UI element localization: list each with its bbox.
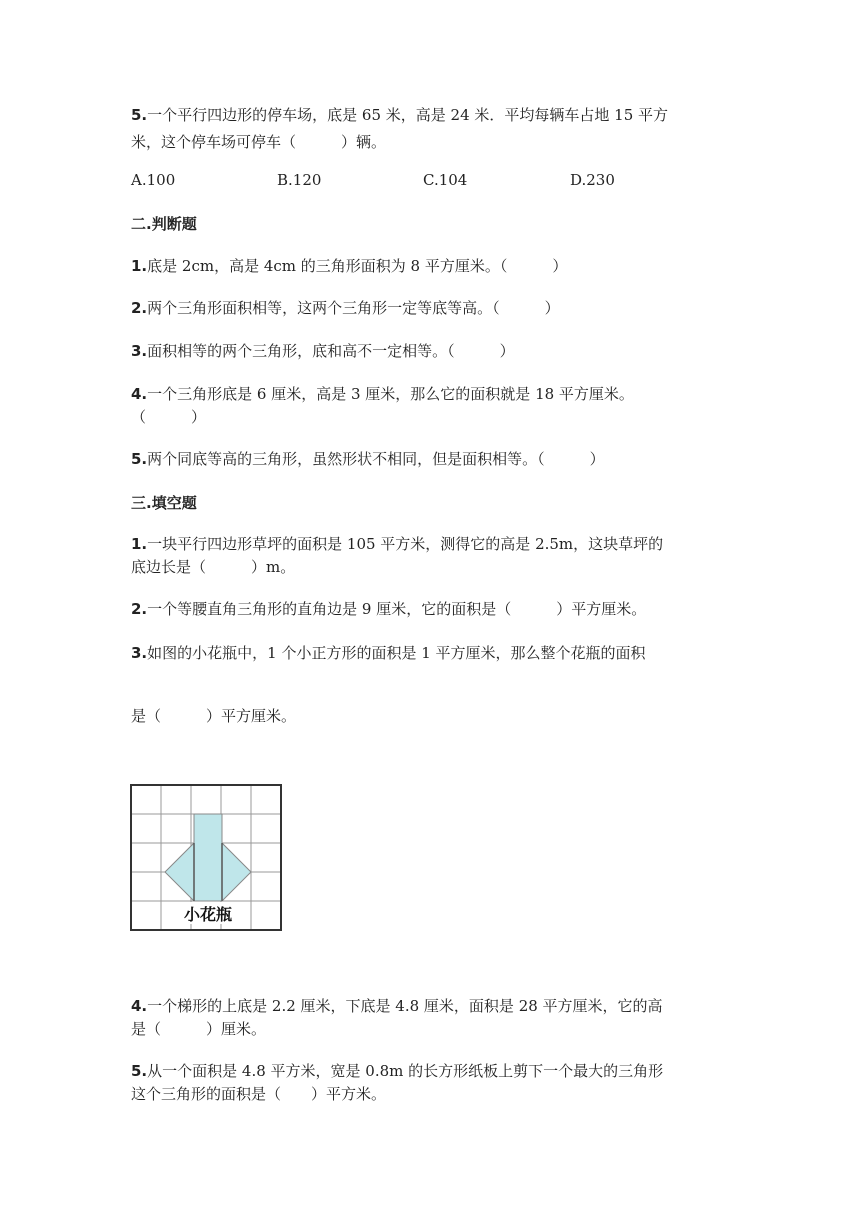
- item-text: 一个等腰直角三角形的直角边是 9 厘米，它的面积是（ ）平方厘米。: [147, 600, 647, 618]
- item-number: 4.: [131, 385, 148, 403]
- choice-question-5: [131, 104, 668, 126]
- item-text: 两个同底等高的三角形，虽然形状不相同，但是面积相等。（ ）: [147, 450, 605, 468]
- fill-item-2: [131, 598, 646, 620]
- section-title-fill-in: 三.填空题: [131, 494, 197, 512]
- fill-item-3: [131, 642, 646, 664]
- fill-item-4-line2: 是（ ）厘米。: [131, 1020, 267, 1038]
- item-text: 一块平行四边形草坪的面积是 105 平方米，测得它的高是 2.5m，这块草坪的: [147, 535, 664, 553]
- judgment-item-4-line2: （ ）: [131, 408, 207, 426]
- vase-figure: [130, 784, 282, 936]
- item-number: 3.: [131, 644, 148, 662]
- section-title-judgment: 二.判断题: [131, 215, 197, 233]
- item-number: 2.: [131, 600, 148, 618]
- option-c: C.104: [423, 171, 468, 189]
- option-d: D.230: [570, 171, 615, 189]
- judgment-item-5: [131, 448, 605, 470]
- item-number: 1.: [131, 535, 148, 553]
- item-number: 2.: [131, 299, 148, 317]
- option-a: A.100: [131, 171, 176, 189]
- item-text: 底是 2cm，高是 4cm 的三角形面积为 8 平方厘米。（ ）: [147, 257, 568, 275]
- item-text: 从一个面积是 4.8 平方米，宽是 0.8m 的长方形纸板上剪下一个最大的三角形: [147, 1062, 664, 1080]
- item-number: 4.: [131, 997, 148, 1015]
- item-text: 如图的小花瓶中，1 个小正方形的面积是 1 平方厘米，那么整个花瓶的面积: [147, 644, 646, 662]
- judgment-item-4: [131, 383, 634, 405]
- item-text: 一个梯形的上底是 2.2 厘米，下底是 4.8 厘米，面积是 28 平方厘米，它的高: [147, 997, 663, 1015]
- item-number: 5.: [131, 1062, 148, 1080]
- fill-item-5-line2: 这个三角形的面积是（ ）平方米。: [131, 1085, 387, 1103]
- question-number: 5.: [131, 106, 148, 124]
- fill-item-5: [131, 1060, 663, 1082]
- fill-item-3-line2: 是（ ）平方厘米。: [131, 707, 297, 725]
- item-text: 面积相等的两个三角形，底和高不一定相等。（ ）: [147, 342, 515, 360]
- choice-question-5-line2: 米，这个停车场可停车（ ）辆。: [131, 133, 387, 151]
- fill-item-1-line2: 底边长是（ ）m。: [131, 558, 296, 576]
- fill-item-4: [131, 995, 663, 1017]
- item-number: 1.: [131, 257, 148, 275]
- fill-item-1: [131, 533, 663, 555]
- item-number: 5.: [131, 450, 148, 468]
- vase-grid-svg: [130, 784, 282, 932]
- item-text: 一个三角形底是 6 厘米，高是 3 厘米，那么它的面积就是 18 平方厘米。: [147, 385, 634, 403]
- judgment-item-2: [131, 297, 560, 319]
- option-b: B.120: [277, 171, 322, 189]
- judgment-item-3: [131, 340, 515, 362]
- judgment-item-1: [131, 255, 567, 277]
- question-text: 一个平行四边形的停车场，底是 65 米，高是 24 米．平均每辆车占地 15 平方: [147, 106, 669, 124]
- item-number: 3.: [131, 342, 148, 360]
- item-text: 两个三角形面积相等，这两个三角形一定等底等高。（ ）: [147, 299, 560, 317]
- vase-label: 小花瓶: [183, 905, 233, 924]
